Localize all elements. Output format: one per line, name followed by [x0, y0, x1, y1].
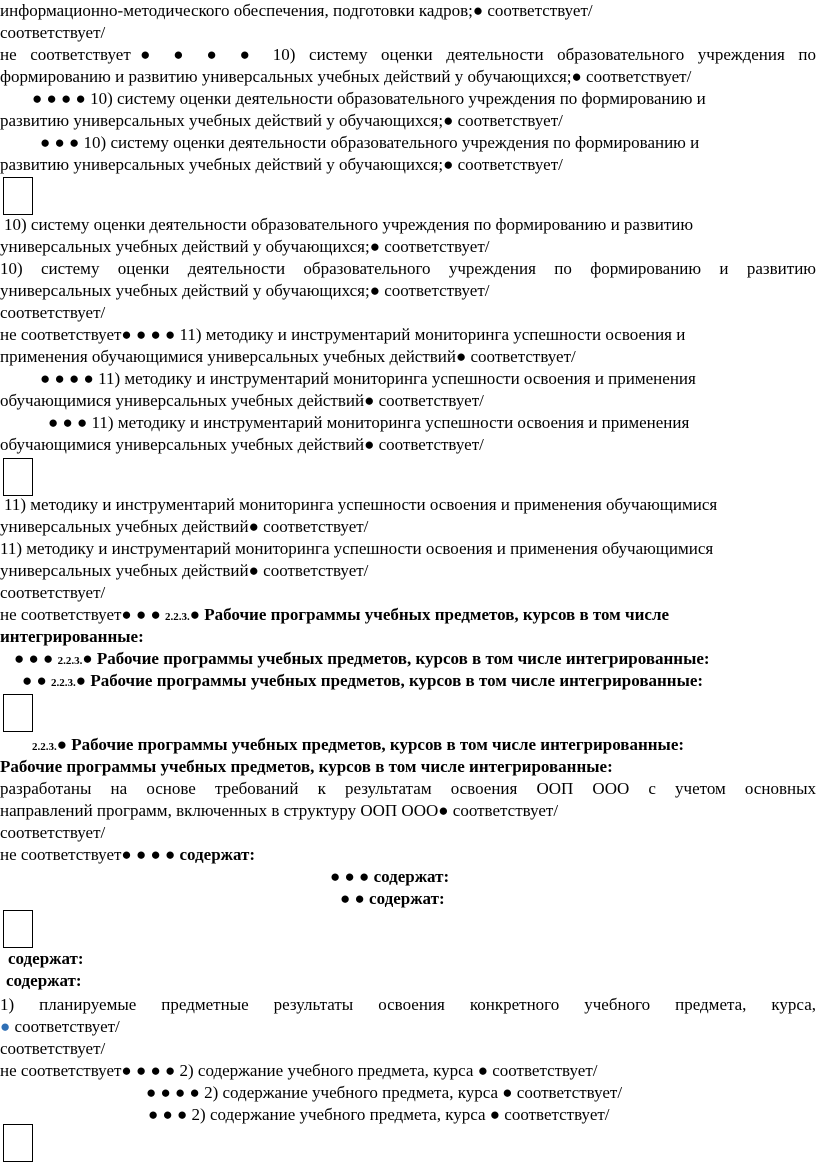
- bold-text: содержат:: [179, 845, 256, 864]
- text-line: не соответствует● ● ● ● 2) содержание учебного предмета, курса ● соответствует/: [0, 1061, 598, 1080]
- text-line: соответствует/: [0, 23, 106, 42]
- text-line: 11) методику и инструментарий мониторинга успешности освоения и применения обучающимися: [4, 495, 718, 514]
- text-line: соответствует/: [0, 583, 106, 602]
- bullets: ● ● ●: [330, 867, 374, 886]
- blue-bullet: ●: [0, 1017, 11, 1036]
- section-number: 2.2.3.: [51, 677, 76, 689]
- text-line: универсальных учебных действий у обучающихся;● соответствует/: [0, 281, 490, 300]
- text-line: развитию универсальных учебных действий у обучающихся;● соответствует/: [0, 111, 563, 130]
- text-line: универсальных учебных действий● соответствует/: [0, 517, 369, 536]
- checkbox-square: [3, 458, 33, 496]
- bullets: ● ●: [22, 671, 52, 690]
- section-title: ● Рабочие программы учебных предметов, курсов в том числе интегрированные:: [75, 671, 704, 690]
- text-segment: не соответствует● ● ● ●: [0, 845, 180, 864]
- bold-text: содержат:: [6, 971, 82, 990]
- section-title: ● Рабочие программы учебных предметов, курсов в том числе: [189, 605, 670, 624]
- section-heading-line: [14, 648, 710, 672]
- section-heading-line: [32, 734, 684, 758]
- section-title: интегрированные:: [0, 627, 144, 646]
- text-line: ● ● ● 10) систему оценки деятельности образовательного учреждения по формированию и: [40, 133, 700, 152]
- text-line: [0, 844, 255, 866]
- bullets: ● ●: [340, 889, 370, 908]
- text-line: ● ● ● ● 10) систему оценки деятельности образовательного учреждения по формированию и: [32, 89, 706, 108]
- text-line: не соответствует● ● ● ● 10) систему оценки деятельности образовательного учреждения по: [0, 45, 816, 64]
- checkbox-square: [3, 910, 33, 948]
- text-line: развитию универсальных учебных действий у обучающихся;● соответствует/: [0, 155, 563, 174]
- section-title: Рабочие программы учебных предметов, курсов в том числе интегрированные:: [0, 757, 613, 776]
- text-line: [0, 1016, 120, 1038]
- text-line: обучающимися универсальных учебных действий● соответствует/: [0, 391, 484, 410]
- section-heading-line: [0, 604, 669, 628]
- section-heading-line: [22, 670, 703, 694]
- checkbox-square: [3, 1124, 33, 1162]
- text-line: соответствует/: [0, 303, 106, 322]
- section-title: ● Рабочие программы учебных предметов, курсов в том числе интегрированные:: [82, 649, 710, 668]
- text-line: соответствует/: [0, 1039, 106, 1058]
- text-line: применения обучающимися универсальных учебных действий● соответствует/: [0, 347, 576, 366]
- text-line: ● ● ● 11) методику и инструментарий мониторинга успешности освоения и применения: [48, 413, 690, 432]
- text-line: универсальных учебных действий● соответствует/: [0, 561, 369, 580]
- text-line: направлений программ, включенных в структуру ООП ООО● соответствует/: [0, 801, 559, 820]
- bold-text: содержат:: [373, 867, 450, 886]
- bullets: ● ● ●: [14, 649, 58, 668]
- text-line: универсальных учебных действий у обучающихся;● соответствует/: [0, 237, 490, 256]
- text-segment: не соответствует● ● ●: [0, 605, 165, 624]
- text-line: обучающимися универсальных учебных действий● соответствует/: [0, 435, 484, 454]
- section-title: ● Рабочие программы учебных предметов, курсов в том числе интегрированные:: [56, 735, 685, 754]
- text-line: не соответствует● ● ● ● 11) методику и инструментарий мониторинга успешности освоения и: [0, 325, 686, 344]
- text-line: разработаны на основе требований к результатам освоения ООП ООО с учетом основных: [0, 779, 816, 798]
- text-line: ● ● ● ● 11) методику и инструментарий мониторинга успешности освоения и применения: [40, 369, 696, 388]
- section-number: 2.2.3.: [164, 611, 190, 623]
- section-number: 2.2.3.: [32, 741, 57, 753]
- text-line: 10) систему оценки деятельности образовательного учреждения по формированию и развитию: [0, 259, 816, 278]
- text-line: 11) методику и инструментарий мониторинга успешности освоения и применения обучающимися: [0, 539, 714, 558]
- text-line: ● ● ● ● 2) содержание учебного предмета, курса ● соответствует/: [146, 1083, 623, 1102]
- text-line: [330, 866, 449, 888]
- text-line: [340, 888, 445, 910]
- bold-text: содержат:: [8, 949, 84, 968]
- section-number: 2.2.3.: [57, 655, 83, 667]
- text-segment: соответствует/: [10, 1017, 120, 1036]
- text-line: формированию и развитию универсальных учебных действий у обучающихся;● соответствует/: [0, 67, 692, 86]
- checkbox-square: [3, 694, 33, 732]
- text-line: информационно-методического обеспечения, подготовки кадров;● соответствует/: [0, 1, 593, 20]
- bold-text: содержат:: [369, 889, 445, 908]
- text-line: соответствует/: [0, 823, 106, 842]
- checkbox-square: [3, 177, 33, 215]
- text-line: 1) планируемые предметные результаты освоения конкретного учебного предмета, курса,: [0, 995, 816, 1014]
- text-line: 10) систему оценки деятельности образовательного учреждения по формированию и развитию: [4, 215, 694, 234]
- text-line: ● ● ● 2) содержание учебного предмета, курса ● соответствует/: [148, 1105, 610, 1124]
